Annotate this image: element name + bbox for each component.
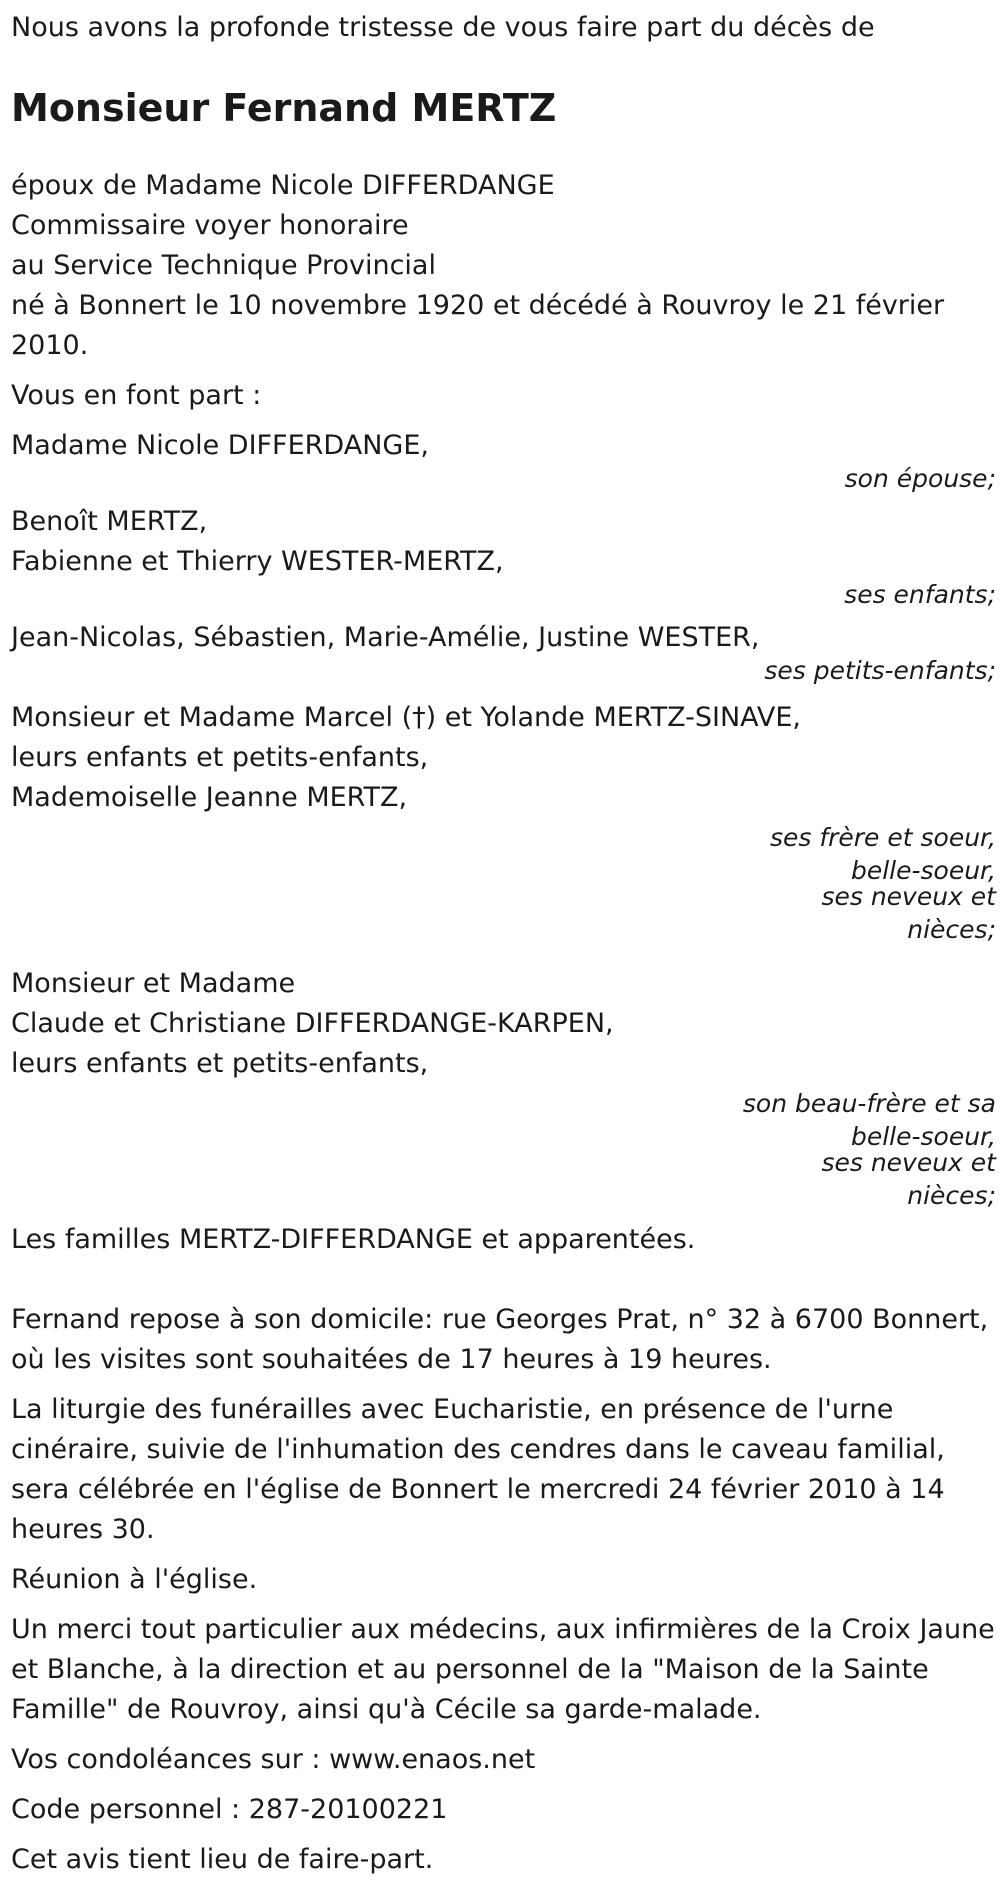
family-relation: ses neveux et xyxy=(821,882,996,911)
family-name-line: Monsieur et Madame xyxy=(11,968,296,999)
family-name-line: Claude et Christiane DIFFERDANGE-KARPEN, xyxy=(11,1008,614,1039)
meeting-text: Réunion à l'église. xyxy=(11,1564,258,1595)
family-relation: ses enfants; xyxy=(844,580,996,609)
code-text: Code personnel : 287-20100221 xyxy=(11,1794,448,1825)
family-group-children xyxy=(11,502,996,608)
family-relation: ses neveux et xyxy=(821,1148,996,1177)
family-name-line: Mademoiselle Jeanne MERTZ, xyxy=(11,782,408,813)
family-name-line: Benoît MERTZ, xyxy=(11,506,208,537)
family-relation: belle-soeur, xyxy=(850,856,996,885)
liturgy-paragraph: La liturgie des funérailles avec Eucharistie, en présence de l'urne cinéraire, suivie de l'inhumation des cendres dans le caveau familial, sera célébrée en l'église de Bonnert le mercredi 24 février 2010 à 14 heures 30. xyxy=(11,1394,945,1545)
spouse-block xyxy=(11,166,996,286)
family-relation: belle-soeur, xyxy=(850,1122,996,1151)
birth-death-text: né à Bonnert le 10 novembre 1920 et décédé à Rouvroy le 21 février 2010. xyxy=(11,290,945,361)
spouse-line: époux de Madame Nicole DIFFERDANGE xyxy=(11,170,555,201)
family-name-line: Monsieur et Madame Marcel (†) et Yolande MERTZ-SINAVE, xyxy=(11,702,802,733)
family-relation: nièces; xyxy=(907,1181,996,1210)
family-name-line: Madame Nicole DIFFERDANGE, xyxy=(11,430,429,461)
family-relation: son épouse; xyxy=(844,464,996,493)
family-group-siblings xyxy=(11,698,996,950)
family-name-line: Jean-Nicolas, Sébastien, Marie-Amélie, Justine WESTER, xyxy=(11,622,760,653)
obituary-notice xyxy=(11,8,996,1880)
family-relation: nièces; xyxy=(907,915,996,944)
family-relation: son beau-frère et sa xyxy=(742,1089,996,1118)
condolences-text: Vos condoléances sur : www.enaos.net xyxy=(11,1744,536,1775)
family-name-line: leurs enfants et petits-enfants, xyxy=(11,1048,429,1079)
family-group-grandchildren xyxy=(11,618,996,684)
families-text: Les familles MERTZ-DIFFERDANGE et apparentées. xyxy=(11,1224,696,1255)
family-relation: ses frère et soeur, xyxy=(769,823,996,852)
thanks-paragraph: Un merci tout particulier aux médecins, aux infirmières de la Croix Jaune et Blanche, à la direction et au personnel de la "Maison de la Sainte Famille" de Rouvroy, ainsi qu'à Cécile sa garde-malade. xyxy=(11,1614,995,1725)
deceased-name: Monsieur Fernand MERTZ xyxy=(11,86,557,130)
rest-paragraph: Fernand repose à son domicile: rue Georges Prat, n° 32 à 6700 Bonnert, où les visites sont souhaitées de 17 heures à 19 heures. xyxy=(11,1304,989,1375)
family-name-line: Fabienne et Thierry WESTER-MERTZ, xyxy=(11,546,504,577)
closing-text: Cet avis tient lieu de faire-part. xyxy=(11,1844,434,1875)
family-name-line: leurs enfants et petits-enfants, xyxy=(11,742,429,773)
service-line: au Service Technique Provincial xyxy=(11,250,436,281)
title-line: Commissaire voyer honoraire xyxy=(11,210,409,241)
intro-text: Nous avons la profonde tristesse de vous faire part du décès de xyxy=(11,12,875,43)
family-group-spouse xyxy=(11,426,996,492)
announce-text: Vous en font part : xyxy=(11,380,262,411)
family-relation: ses petits-enfants; xyxy=(764,656,996,685)
family-group-in-laws xyxy=(11,964,996,1216)
